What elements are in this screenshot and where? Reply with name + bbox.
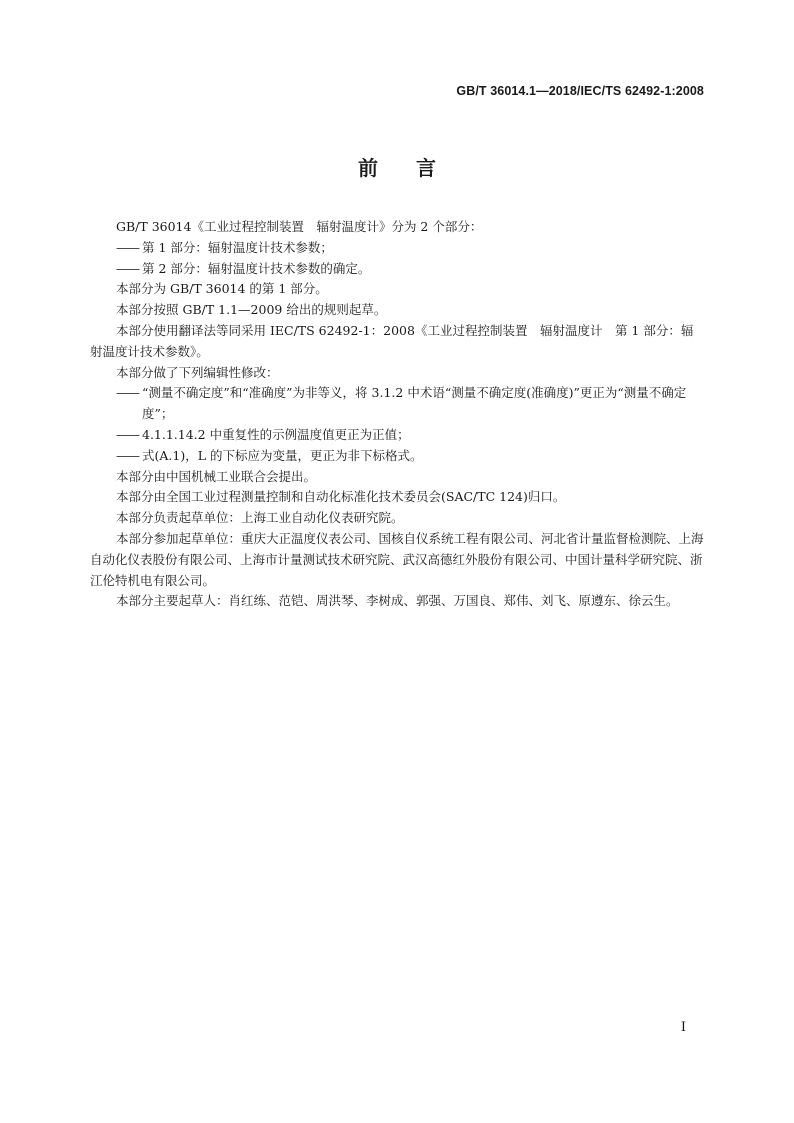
list-item-text: “测量不确定度”和“准确度”为非等义，将 3.1.2 中术语“测量不确定度(准确度)”更正为“测量不确定度”； xyxy=(142,385,687,422)
paragraph: 本部分为 GB/T 36014 的第 1 部分。 xyxy=(116,281,328,297)
paragraph: 本部分参加起草单位：重庆大正温度仪表公司、国核自仪系统工程有限公司、河北省计量监督检测院、上海自动化仪表股份有限公司、上海市计量测试技术研究院、武汉高德红外股份有限公司、中国计量科学研究院、浙江伦特机电有限公司。 xyxy=(90,530,704,588)
paragraph: 本部分使用翻译法等同采用 IEC/TS 62492-1：2008《工业过程控制装置 辐射温度计 第 1 部分：辐射温度计技术参数》。 xyxy=(90,322,694,359)
paragraph: 本部分做了下列编辑性修改： xyxy=(116,364,279,380)
dash-mark: —— xyxy=(116,426,139,442)
list-item-text: 第 2 部分：辐射温度计技术参数的确定。 xyxy=(142,260,371,276)
paragraph: GB/T 36014《工业过程控制装置 辐射温度计》分为 2 个部分： xyxy=(116,219,483,234)
foreword-body xyxy=(90,217,704,612)
paragraph: 本部分按照 GB/T 1.1—2009 给出的规则起草。 xyxy=(116,302,387,318)
dash-mark: —— xyxy=(116,260,139,276)
list-item xyxy=(116,446,704,467)
list-item-text: 4.1.1.14.2 中重复性的示例温度值更正为正值； xyxy=(142,426,410,442)
paragraph: 本部分主要起草人：肖红练、范铠、周洪琴、李树成、郭强、万国良、郑伟、刘飞、原遵东、徐云生。 xyxy=(116,593,679,609)
paragraph: 本部分由全国工业过程测量控制和自动化标准化技术委员会(SAC/TC 124)归口。 xyxy=(116,489,566,505)
list-item xyxy=(116,425,704,446)
page-number: I xyxy=(680,1020,686,1035)
list-item-text: 第 1 部分：辐射温度计技术参数； xyxy=(142,239,333,255)
list-item xyxy=(116,259,704,280)
paragraph: 本部分负责起草单位：上海工业自动化仪表研究院。 xyxy=(116,510,404,526)
list-item-text: 式(A.1)，L 的下标应为变量，更正为非下标格式。 xyxy=(142,447,423,463)
paragraph: 本部分由中国机械工业联合会提出。 xyxy=(116,468,317,484)
dash-mark: —— xyxy=(116,239,139,255)
standard-code: GB/T 36014.1—2018/IEC/TS 62492-1:2008 xyxy=(456,84,704,98)
dash-mark: —— xyxy=(116,447,139,463)
list-item xyxy=(116,238,704,259)
page-title: 前言 xyxy=(358,156,474,180)
dash-mark: —— xyxy=(116,385,139,401)
list-item xyxy=(116,383,704,425)
